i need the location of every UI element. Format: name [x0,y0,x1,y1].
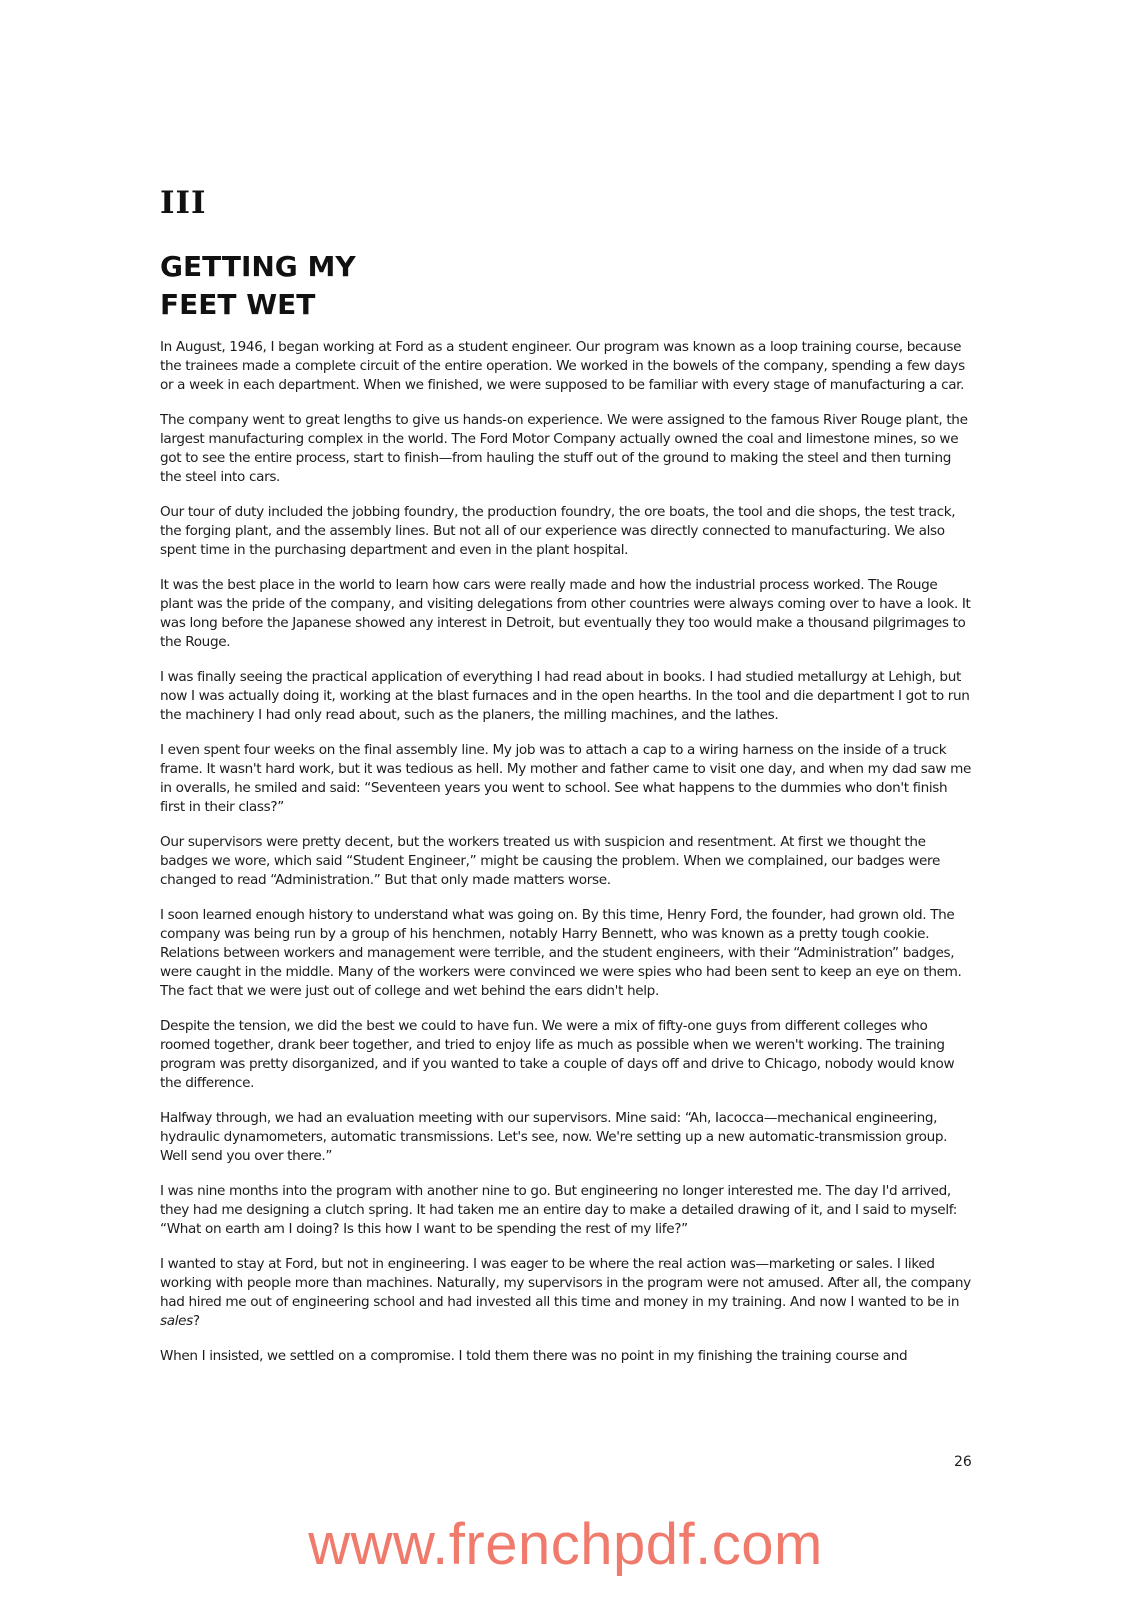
paragraph: It was the best place in the world to learn how cars were really made and how the industrial process worked. The Rouge plant was the pride of the company, and visiting delegations from other countries were always coming over to have a look. It was long before the Japanese showed any interest in Detroit, but eventually they too would make a thousand pilgrimages to the Rouge. [160,577,971,650]
paragraph: Halfway through, we had an evaluation meeting with our supervisors. Mine said: “Ah, Iacocca—mechanical engineering, hydraulic dynamometers, automatic transmissions. Let's see, now. We're setting up a new automatic-transmission group. Well send you over there.” [160,1110,948,1164]
paragraph: I was finally seeing the practical application of everything I had read about in books. I had studied metallurgy at Lehigh, but now I was actually doing it, working at the blast furnaces and in the open hearths. In the tool and die department I got to run the machinery I had only read about, such as the planers, the milling machines, and the lathes. [160,669,970,723]
chapter-number: III [160,185,207,221]
paragraph-text: I wanted to stay at Ford, but not in engineering. I was eager to be where the real action was—marketing or sales. I liked working with people more than machines. Naturally, my supervisors in the program were not amused. After all, the company had hired me out of engineering school and had invested all this time and money in my training. And now I wanted to be in [160,1256,971,1310]
watermark-link[interactable]: www.frenchpdf.com [308,1512,823,1577]
emphasis-sales: sales [160,1313,193,1329]
paragraph: I even spent four weeks on the final assembly line. My job was to attach a cap to a wiring harness on the inside of a truck frame. It wasn't hard work, but it was tedious as hell. My mother and father came to visit one day, and when my dad saw me in overalls, he smiled and said: “Seventeen years you went to school. See what happens to the dummies who don't finish first in their class?” [160,742,972,815]
paragraph: Our tour of duty included the jobbing foundry, the production foundry, the ore boats, the tool and die shops, the test track, the forging plant, and the assembly lines. But not all of our experience was directly connected to manufacturing. We also spent time in the purchasing department and even in the plant hospital. [160,504,956,558]
paragraph: I was nine months into the program with another nine to go. But engineering no longer interested me. The day I'd arrived, they had me designing a clutch spring. It had taken me an entire day to make a detailed drawing of it, and I said to myself: “What on earth am I doing? Is this how I want to be spending the rest of my life?” [160,1183,957,1237]
page-number: 26 [954,1454,972,1470]
chapter-title-line-2: FEET WET [160,288,316,321]
paragraph: In August, 1946, I began working at Ford as a student engineer. Our program was known as a loop training course, because the trainees made a complete circuit of the entire operation. We worked in the bowels of the company, spending a few days or a week in each department. When we finished, we were supposed to be familiar with every stage of manufacturing a car. [160,339,965,393]
paragraph-tail: ? [192,1313,200,1329]
body-text [160,338,972,1382]
paragraph: I soon learned enough history to understand what was going on. By this time, Henry Ford, the founder, had grown old. The company was being run by a group of his henchmen, notably Harry Bennett, who was known as a pretty tough cookie. Relations between workers and management were terrible, and the student engineers, with their “Administration” badges, were caught in the middle. Many of the workers were convinced we were spies who had been sent to keep an eye on them. The fact that we were just out of college and wet behind the ears didn't help. [160,907,962,999]
chapter-title [160,248,560,324]
paragraph: When I insisted, we settled on a compromise. I told them there was no point in my finishing the training course and [160,1348,908,1364]
chapter-title-line-1: GETTING MY [160,250,356,283]
paragraph: Despite the tension, we did the best we could to have fun. We were a mix of fifty-one guys from different colleges who roomed together, drank beer together, and tried to enjoy life as much as possible when we weren't working. The training program was pretty disorganized, and if you wanted to take a couple of days off and drive to Chicago, nobody would know the difference. [160,1018,955,1091]
paragraph: Our supervisors were pretty decent, but the workers treated us with suspicion and resentment. At first we thought the badges we wore, which said “Student Engineer,” might be causing the problem. When we complained, our badges were changed to read “Administration.” But that only made matters worse. [160,834,940,888]
paragraph [160,1255,972,1331]
paragraph: The company went to great lengths to give us hands-on experience. We were assigned to the famous River Rouge plant, the largest manufacturing complex in the world. The Ford Motor Company actually owned the coal and limestone mines, so we got to see the entire process, start to finish—from hauling the stuff out of the ground to making the steel and then turning the steel into cars. [160,412,968,485]
